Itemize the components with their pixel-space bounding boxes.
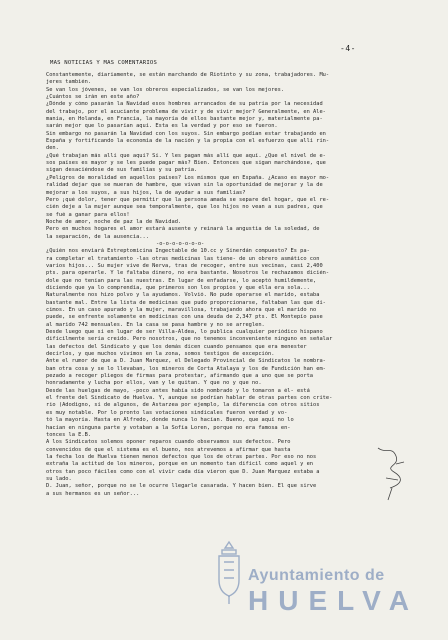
- text-line: pts. para operarle. Y le faltaba dinero, no era bastante. Nosotros le rechazamos dicién-: [46, 270, 330, 277]
- text-line: extraña la actitud de los mineros, porque en un momento tan difícil como aquel y en: [46, 461, 314, 468]
- text-line: A los Sindicatos solemos oponer reparos cuando observamos sus defectos. Pero: [46, 439, 291, 446]
- text-line: la fecha los de Huelva tienen menos defectos que los de otras partes. Por eso no nos: [46, 453, 317, 460]
- text-line: hacían en ninguna parte y votaban a la Sofía Loren, porque no era famosa en-: [46, 424, 291, 431]
- text-line: tonces la E.B.: [46, 431, 92, 438]
- text-line: honradamente y lucha por ellos, van y le quitan. Y que no y que no.: [46, 380, 262, 387]
- text-line: Naturalmente nos hizo polvo y la ayudamos. Volvió. No pude operarse el marido, estaba: [46, 292, 320, 299]
- text-line: Sin embargo no pasarán la Navidad con los suyos. Sin embargo podían estar trabajando en: [46, 130, 326, 137]
- text-line: den.: [46, 145, 59, 152]
- text-line: Pero en muchos hogares el amor estará ausente y reinará la angustia de la soledad, de: [46, 226, 320, 233]
- page-number: -4-: [340, 44, 356, 53]
- text-line: el frente del Sindicato de Huelva. Y, aunque se podrían hablar de otras partes con crite-: [46, 395, 333, 402]
- text-line: del trabajo, por el acuciante problema de vivir y de vivir mejor? Generalmente, en Ale-: [46, 108, 326, 115]
- text-line: bastante mal. Entre la lista de medicinas que pudo proporcionarse, faltaban las que di-: [46, 299, 326, 306]
- section-heading: MAS NOTICIAS Y MAS COMENTARIOS: [50, 60, 158, 66]
- text-line: jeres también.: [46, 79, 92, 86]
- text-line: tó la mayoría. Hasta en Alfredo, donde nunca lo hacían. Bueno, que aquí no lo: [46, 417, 294, 424]
- text-line: al marido 742 mensuales. En la casa se pasa hambre y no se arreglen.: [46, 321, 265, 328]
- text-line: Constantemente, diariamente, se están marchando de Riotinto y su zona, trabajadores. Mu-: [46, 72, 330, 78]
- watermark-line-2: HUELVA: [248, 585, 419, 616]
- text-line: dificilmente sería creido. Pero nosotros, que no tenemos inconveniente ninguno en señalar: [46, 336, 333, 343]
- body-text: [46, 72, 402, 498]
- text-line: mania, en Holanda, en Francia, la mayoría de ellos bastante mejor y, materialmente pa-: [46, 116, 323, 123]
- text-line: ¿Cuántos se irán en este año?: [46, 94, 140, 101]
- text-line: Noche de amor, noche de paz la de Navidad.: [46, 218, 182, 225]
- text-line: España y fortificando la economía de la nación y la propia con el esfuerzo que allí rin-: [46, 138, 330, 145]
- text-line: ralidad dejar que se mueran de hambre, que vivan sin la oportunidad de mejorar y la de: [46, 182, 323, 189]
- text-line: convencidos de que el sistema es el bueno, nos atrevemos a afirmar que hasta: [46, 446, 291, 453]
- text-line: Pero ¡qué dolor, tener que permitir que la persona amada se separe del hogar, que el re-: [46, 196, 330, 203]
- text-line: pezado a recoger pliegos de firmas para protestar, afirmando que a uno que se porta: [46, 373, 314, 380]
- text-line: Desde las huelgas de mayo, -poco antes había sido nombrado y lo tomaron a él- está: [46, 387, 310, 394]
- text-line: ra completar el tratamiento -las otras medicinas las tiene- de un obrero asmático con: [46, 255, 320, 262]
- text-line: rio (Adodigno, sí de algunos, de Astarzea por ejemplo, la diferencia con otros sitios: [46, 402, 320, 409]
- text-line: cimos. En un caso apurado y la mujer, maravillosa, trabajando ahora que el marido no: [46, 307, 317, 313]
- text-line: sos países es mayor y se les puede pagar más? Bien. Entonces que sigan marchándose, que: [46, 160, 326, 167]
- text-line: Desde luego que si en lugar de ser Villa-Aldea, lo publica cualquier periódico hispano: [46, 329, 323, 336]
- margin-scribble-mark: [372, 444, 408, 502]
- text-line: la separación, de la ausencia...: [46, 233, 149, 240]
- text-line: sarán mejor que lo pasarían aquí. Esta es la verdad y por eso se fueron.: [46, 123, 278, 130]
- text-line: es muy notable. Por lo pronto las votaciones sindicales fueron verdad y vo-: [46, 409, 288, 416]
- text-line: otros tan poco fáciles como con el vivir cada día vieron que D. Juan Marquez estaba a: [46, 468, 320, 475]
- text-line: las defectos del Sindicato y que los demás dicen cuando pensamos que era menester: [46, 343, 307, 350]
- coat-of-arms-icon: [214, 540, 244, 606]
- text-line: ¿Peligros de moralidad en aquellos países? Los mismos que en España. ¿Acaso es mayor mo-: [46, 174, 330, 181]
- text-line: mejorar a los suyos, a sus hijos, la de ayudar a sus familias?: [46, 189, 246, 196]
- text-line: puede, se enfrente solamente en medicinas con una deuda de 2,347 pts. El Montepío pase: [46, 314, 323, 321]
- text-line: decirlos, y que muchos vivimos en la zona, somos testigos de excepción.: [46, 351, 275, 358]
- text-line: dole que no tenían para las nuestras. En lugar de enfadarse, lo aceptó humildemente,: [46, 277, 317, 284]
- text-line: D. Juan, señor, porque no se le ocurre llegarle casarada. Y hacen bien. El que sirve: [46, 483, 317, 490]
- watermark-line-1: Ayuntamiento de: [248, 567, 385, 584]
- text-line: ¿Dónde y cómo pasarán la Navidad esos hombres arrancados de su patria por la necesidad: [46, 101, 323, 108]
- text-line: -o-o-o-o-o-o-o-: [156, 240, 205, 247]
- text-line: ¿Quién nos enviará Estreptomicina Ingectable de 10.cc y Sinerdán compuesto? Es pa-: [46, 248, 310, 255]
- text-line: diciendo que ya lo comprendía, que primeros son los propios y que ella era sola...: [46, 284, 310, 291]
- text-line: Se van los jóvenes, se van los obreros especializados, se van los mejores.: [46, 86, 285, 93]
- text-line: cién deje a la mujer aunque sea temporalmente, que los hijos no vean a sus padres, que: [46, 204, 323, 211]
- text-line: varios hijos... Su mujer vive de Nerva, tras de recoger, entre sus vecinas, casi 2,400: [46, 262, 323, 269]
- text-line: sigan desaciéndose de sus familias y su patria.: [46, 167, 198, 174]
- text-line: ¿Qué trabajan más allí que aquí? Sí. Y les pagan más allí que aquí. ¿Que el nivel de e-: [46, 152, 326, 159]
- text-line: se fué a ganar para ellos!: [46, 211, 130, 218]
- text-line: Ante el rumor de que a D. Juan Marquez, el Delegado Provincial de Sindicatos le nombra-: [46, 358, 326, 365]
- text-line: a sus hermanos es un señor...: [46, 490, 140, 497]
- text-line: ban otra cosa y se lo llevaban, los mineros de Corta Atalaya y los de Fundición han em-: [46, 365, 326, 372]
- text-line: su lado.: [46, 475, 72, 482]
